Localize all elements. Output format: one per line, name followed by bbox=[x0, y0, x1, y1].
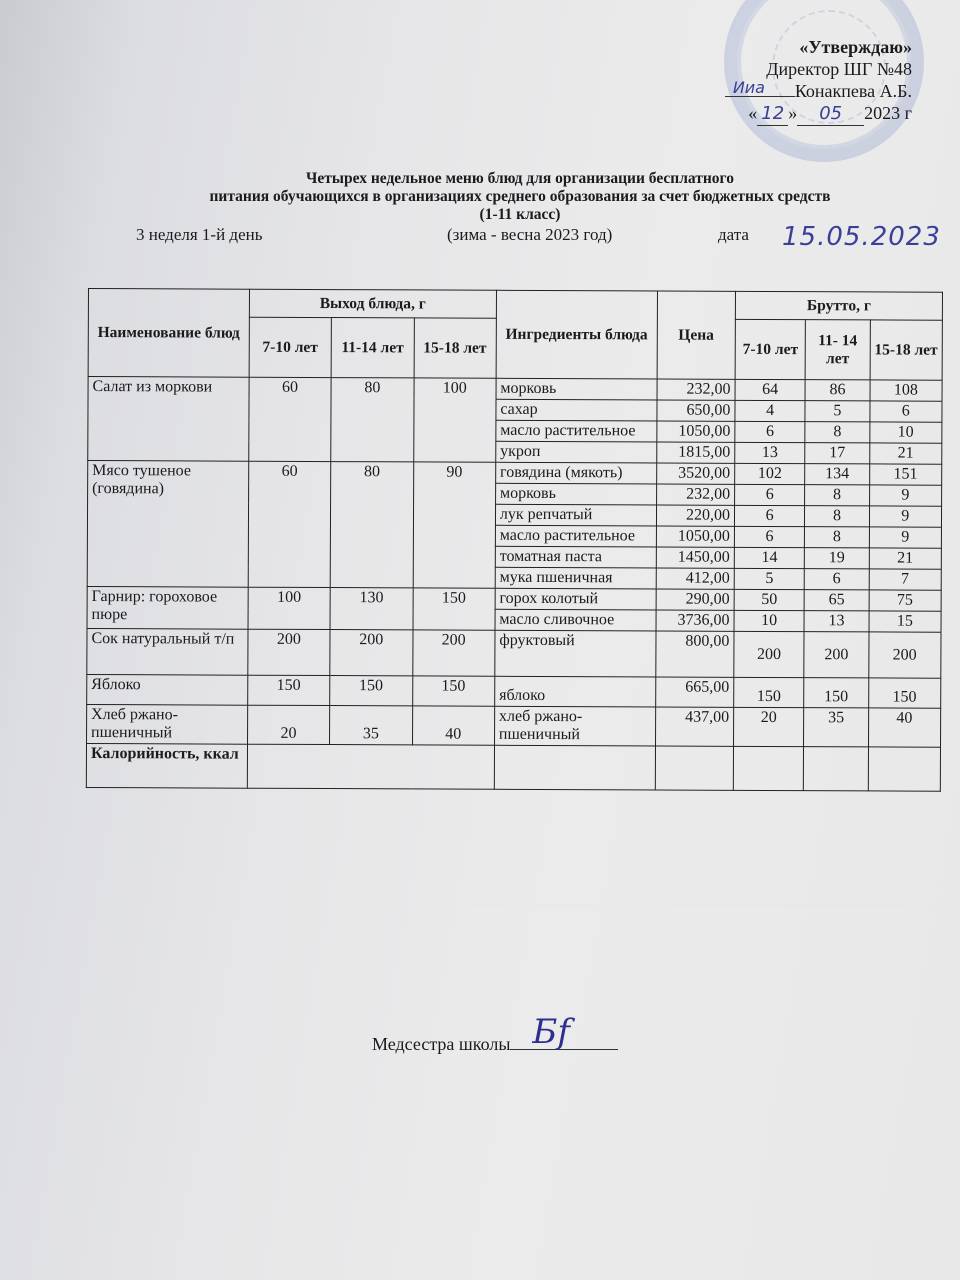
header-dish-name: Наименование блюд bbox=[88, 289, 249, 378]
ingredient-brutto: 13 bbox=[735, 442, 805, 463]
ingredient-brutto: 6 bbox=[805, 569, 869, 590]
dish-output: 150 bbox=[412, 676, 495, 706]
director-name: Конакпева А.Б. bbox=[794, 81, 912, 101]
dish-output: 200 bbox=[248, 629, 331, 675]
signature-handwriting: Ииа bbox=[732, 78, 765, 97]
ingredient-brutto: 64 bbox=[735, 379, 805, 400]
approval-year: 2023 г bbox=[864, 103, 912, 123]
header-brutto-age-15-18: 15-18 лет bbox=[870, 320, 943, 380]
ingredient-brutto: 10 bbox=[734, 610, 804, 631]
ingredient-name: сахар bbox=[496, 399, 657, 421]
ingredient-brutto: 8 bbox=[805, 422, 869, 443]
heading-line-3: (1-11 класс) bbox=[479, 206, 561, 223]
dish-name: Хлеб ржано-пшеничный bbox=[87, 704, 248, 744]
header-output-age-15-18: 15-18 лет bbox=[414, 318, 497, 378]
table-row bbox=[87, 628, 941, 678]
table-row bbox=[88, 377, 942, 402]
ingredient-name: говядина (мякоть) bbox=[496, 462, 657, 484]
ingredient-name: яблоко bbox=[495, 676, 656, 707]
ingredient-brutto: 7 bbox=[869, 569, 941, 590]
ingredient-brutto: 17 bbox=[805, 443, 869, 464]
dish-output: 100 bbox=[413, 378, 496, 462]
ingredient-brutto: 6 bbox=[735, 421, 805, 442]
ingredient-brutto: 19 bbox=[805, 548, 869, 569]
date-label: дата bbox=[718, 225, 749, 244]
ingredient-brutto: 5 bbox=[734, 568, 804, 589]
ingredient-brutto: 9 bbox=[869, 485, 941, 506]
ingredient-price: 650,00 bbox=[657, 400, 735, 421]
header-output: Выход блюда, г bbox=[249, 289, 496, 318]
ingredient-price: 1050,00 bbox=[656, 421, 734, 442]
dish-name: Сок натуральный т/п bbox=[87, 628, 248, 675]
ingredient-brutto: 9 bbox=[869, 527, 941, 548]
director-position: Директор ШГ №48 bbox=[766, 59, 912, 79]
header-price: Цена bbox=[657, 291, 736, 379]
ingredient-price: 437,00 bbox=[655, 707, 734, 746]
dish-output: 150 bbox=[413, 588, 496, 630]
ingredient-brutto: 4 bbox=[735, 400, 805, 421]
ingredient-brutto: 150 bbox=[734, 677, 804, 707]
table-row bbox=[87, 704, 941, 747]
dish-output: 150 bbox=[330, 676, 413, 706]
ingredient-name: морковь bbox=[496, 378, 657, 400]
ingredient-name: масло растительное bbox=[495, 525, 656, 547]
approval-block bbox=[725, 36, 912, 126]
dish-output: 80 bbox=[331, 378, 414, 462]
ingredient-brutto: 8 bbox=[805, 527, 869, 548]
ingredient-brutto: 5 bbox=[805, 401, 869, 422]
dish-output: 200 bbox=[330, 630, 413, 676]
ingredient-brutto: 65 bbox=[804, 590, 868, 611]
ingredient-brutto: 150 bbox=[868, 678, 941, 708]
ingredient-name: масло растительное bbox=[496, 420, 657, 442]
ingredient-brutto: 21 bbox=[869, 443, 941, 464]
dish-name: Салат из моркови bbox=[88, 377, 249, 462]
nurse-label: Медсестра школы bbox=[372, 1034, 511, 1054]
table-row bbox=[88, 461, 942, 486]
dish-output: 80 bbox=[330, 462, 413, 588]
dish-output: 20 bbox=[247, 705, 330, 744]
ingredient-brutto: 75 bbox=[869, 590, 941, 611]
ingredient-brutto: 151 bbox=[869, 464, 941, 485]
dish-output: 130 bbox=[330, 588, 413, 630]
ingredient-brutto: 108 bbox=[870, 380, 942, 401]
ingredient-name: хлеб ржано-пшеничный bbox=[494, 706, 655, 746]
ingredient-price: 3736,00 bbox=[656, 610, 734, 631]
ingredient-name: морковь bbox=[495, 483, 656, 505]
ingredient-name: лук репчатый bbox=[495, 504, 656, 526]
ingredient-brutto: 200 bbox=[734, 631, 805, 677]
ingredient-price: 1815,00 bbox=[656, 442, 734, 463]
dish-output: 100 bbox=[248, 587, 331, 629]
ingredient-brutto: 200 bbox=[804, 632, 868, 678]
approval-month: 05 bbox=[797, 103, 864, 126]
ingredient-price: 3520,00 bbox=[656, 463, 734, 484]
ingredient-name: горох колотый bbox=[495, 588, 656, 610]
ingredient-brutto: 50 bbox=[734, 589, 804, 610]
nurse-signature: Бf bbox=[532, 1012, 570, 1052]
ingredient-brutto: 15 bbox=[869, 611, 941, 632]
date-value: 15.05.2023 bbox=[782, 222, 941, 252]
dish-output: 90 bbox=[413, 462, 496, 588]
header-output-age-11-14: 11-14 лет bbox=[331, 318, 414, 378]
ingredient-brutto: 6 bbox=[735, 484, 805, 505]
header-output-age-7-10: 7-10 лет bbox=[249, 317, 332, 377]
ingredient-brutto: 40 bbox=[868, 708, 941, 747]
table-row bbox=[87, 586, 941, 611]
dish-output: 35 bbox=[330, 706, 413, 745]
calories-brutto-cell bbox=[733, 746, 804, 790]
calories-label: Калорийность, ккал bbox=[86, 743, 247, 788]
calories-brutto-cell bbox=[868, 747, 941, 791]
ingredient-brutto: 8 bbox=[805, 506, 869, 527]
ingredient-name: мука пшеничная bbox=[495, 567, 656, 589]
ingredient-price: 220,00 bbox=[656, 505, 734, 526]
dish-output: 60 bbox=[248, 461, 331, 587]
season: (зима - весна 2023 год) bbox=[447, 225, 613, 244]
document-heading bbox=[100, 170, 940, 224]
dish-output: 60 bbox=[248, 377, 331, 461]
ingredient-brutto: 6 bbox=[734, 505, 804, 526]
ingredient-price: 800,00 bbox=[655, 631, 734, 677]
ingredient-price: 290,00 bbox=[656, 589, 734, 610]
nurse-signature-line bbox=[510, 1012, 618, 1052]
calories-price-cell bbox=[655, 746, 734, 790]
approval-title: «Утверждаю» bbox=[799, 37, 912, 57]
director-name-row bbox=[725, 80, 912, 102]
ingredient-price: 1450,00 bbox=[656, 547, 734, 568]
approval-day: 12 bbox=[757, 103, 788, 126]
ingredient-price: 232,00 bbox=[656, 484, 734, 505]
header-brutto-age-7-10: 7-10 лет bbox=[735, 319, 806, 379]
ingredient-brutto: 9 bbox=[869, 506, 941, 527]
bleed-through-shadow bbox=[470, 905, 940, 965]
dish-name: Мясо тушеное (говядина) bbox=[87, 461, 248, 588]
ingredient-brutto: 6 bbox=[870, 401, 942, 422]
ingredient-price: 412,00 bbox=[656, 568, 734, 589]
ingredient-brutto: 200 bbox=[868, 632, 941, 678]
ingredient-brutto: 150 bbox=[804, 678, 868, 708]
ingredient-name: фруктовый bbox=[495, 630, 656, 677]
dish-name: Яблоко bbox=[87, 674, 248, 705]
ingredient-brutto: 20 bbox=[733, 707, 803, 746]
ingredient-name: томатная паста bbox=[495, 546, 656, 568]
approval-date-row: « 12 » 05 2023 г bbox=[748, 103, 912, 124]
header-brutto-age-11-14: 11- 14 лет bbox=[805, 320, 870, 380]
week-day: 3 неделя 1-й день bbox=[136, 225, 263, 244]
dish-output: 40 bbox=[412, 706, 495, 745]
dish-output: 200 bbox=[412, 630, 495, 676]
ingredient-price: 1050,00 bbox=[656, 526, 734, 547]
ingredient-brutto: 35 bbox=[804, 708, 868, 747]
calories-output-cell bbox=[247, 744, 494, 789]
ingredient-brutto: 6 bbox=[734, 526, 804, 547]
menu-table bbox=[86, 288, 943, 792]
ingredient-brutto: 8 bbox=[805, 485, 869, 506]
calories-row bbox=[86, 743, 940, 791]
ingredient-brutto: 134 bbox=[805, 464, 869, 485]
ingredient-price: 232,00 bbox=[657, 379, 735, 400]
ingredient-brutto: 102 bbox=[735, 463, 805, 484]
nurse-signature-block bbox=[372, 1012, 618, 1055]
table-row bbox=[87, 674, 941, 708]
header-brutto: Брутто, г bbox=[735, 291, 942, 320]
director-signature bbox=[725, 78, 795, 97]
ingredient-brutto: 86 bbox=[805, 380, 869, 401]
ingredient-brutto: 14 bbox=[734, 547, 804, 568]
calories-brutto-cell bbox=[804, 747, 868, 791]
dish-name: Гарнир: гороховое пюре bbox=[87, 586, 248, 629]
ingredient-brutto: 10 bbox=[869, 422, 941, 443]
ingredient-price: 665,00 bbox=[655, 677, 733, 707]
calories-ingredient-cell bbox=[494, 745, 655, 790]
heading-line-2: питания обучающихся в организациях среднего образования за счет бюджетных средств bbox=[209, 188, 831, 205]
ingredient-name: масло сливочное bbox=[495, 609, 656, 631]
ingredient-name: укроп bbox=[496, 441, 657, 463]
ingredient-brutto: 21 bbox=[869, 548, 941, 569]
heading-line-1: Четырех недельное меню блюд для организации бесплатного bbox=[306, 170, 734, 187]
header-ingredients: Ингредиенты блюда bbox=[496, 290, 657, 379]
dish-output: 150 bbox=[247, 675, 330, 705]
ingredient-brutto: 13 bbox=[804, 611, 868, 632]
